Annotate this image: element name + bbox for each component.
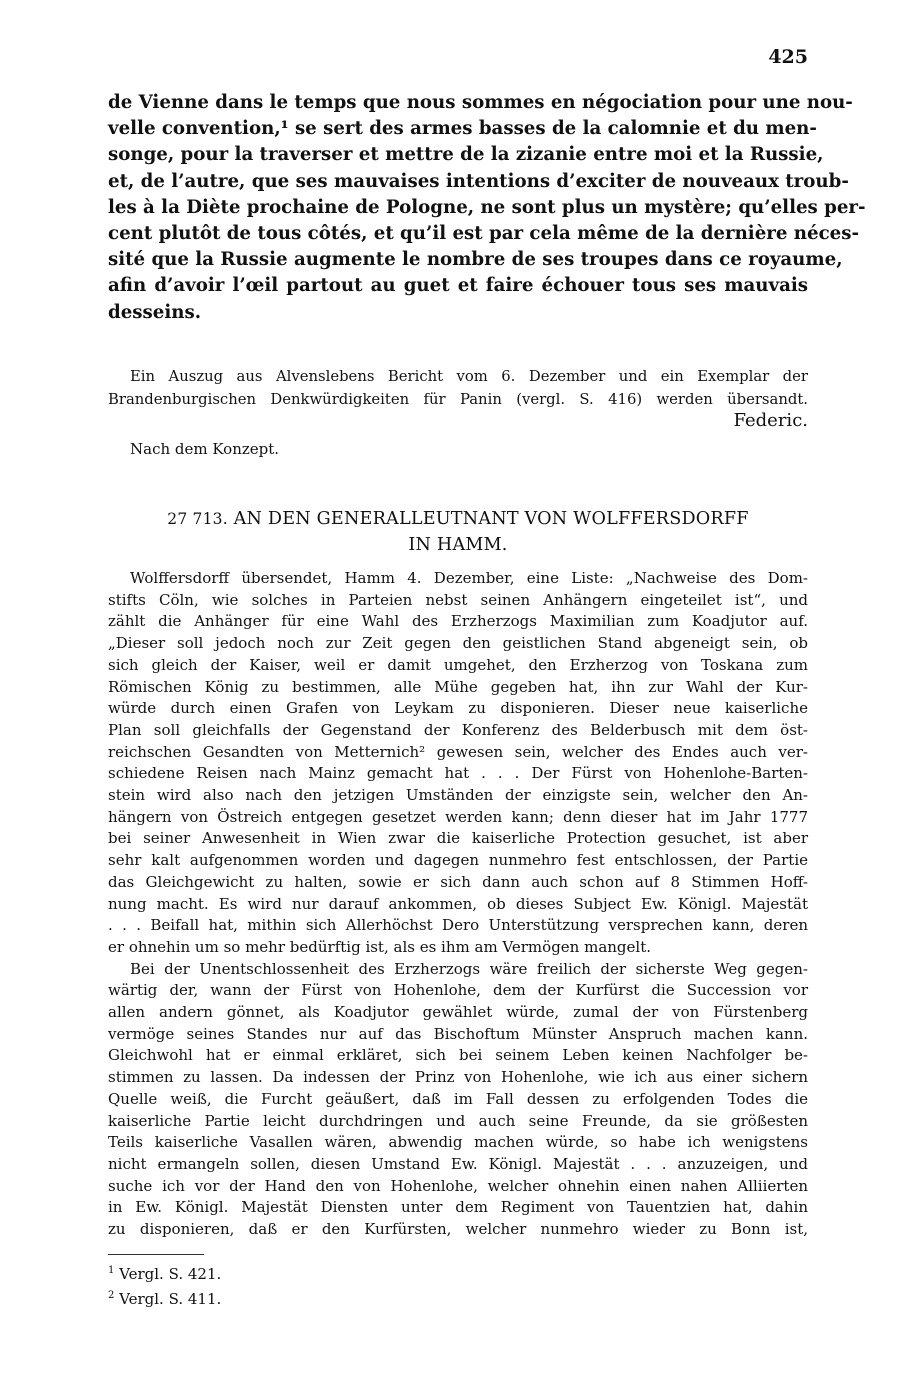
summary-line: suche ich vor der Hand den von Hohenlohe, welcher ohnehin einen nahen Alliierten: [108, 1176, 808, 1195]
summary-line: Gleichwohl hat er einmal erkläret, sich bei seinem Leben keinen Nachfolger be-: [108, 1046, 808, 1065]
letter-line: et, de l’autre, que ses mauvaises intentions d’exciter de nouveaux troub-: [108, 170, 849, 192]
summary-line: stimmen zu lassen. Da indessen der Prinz von Hohenlohe, wie ich aus einer sichern: [108, 1068, 808, 1087]
summary-line: „Dieser soll jedoch noch zur Zeit gegen den geistlichen Stand abgeneigt sein, ob: [108, 634, 808, 653]
heading-line-1: [108, 506, 808, 532]
summary-line: sehr kalt aufgenommen worden und dagegen nunmehro fest entschlossen, der Partie: [108, 851, 808, 870]
editorial-note: [108, 365, 808, 411]
summary-line: zu disponieren, daß er den Kurfürsten, welcher nunmehro wieder zu Bonn ist,: [108, 1220, 808, 1239]
summary-line: . . . Beifall hat, mithin sich Allerhöchst Dero Unterstützung versprechen kann, deren: [108, 916, 808, 935]
summary-line: Teils kaiserliche Vasallen wären, abwendig machen würde, so habe ich wenigstens: [108, 1133, 808, 1152]
footnote: [108, 1260, 221, 1285]
summary-line: stein wird also nach den jetzigen Umständen der einzigste sein, welcher den An-: [108, 786, 808, 805]
summary-line: nicht ermangeln sollen, diesen Umstand Ew. Königl. Majestät . . . anzuzeigen, und: [108, 1154, 808, 1173]
footnote-mark: 1: [108, 1265, 115, 1276]
signature: Federic.: [733, 410, 808, 431]
summary-line: vermöge seines Standes nur auf das Bischoftum Münster Anspruch machen kann.: [108, 1024, 808, 1043]
letter-line: velle convention,¹ se sert des armes basses de la calomnie et du men-: [108, 118, 817, 140]
summary-line: er ohnehin um so mehr bedürftig ist, als es ihm am Vermögen mangelt.: [108, 937, 651, 956]
summary-line: reichschen Gesandten von Metternich² gewesen sein, welcher des Endes auch ver-: [108, 742, 808, 761]
summary-line: Wolffersdorff übersendet, Hamm 4. Dezember, eine Liste: „Nachweise des Dom-: [130, 569, 808, 587]
summary-text: [108, 568, 808, 1241]
page-number: 425: [768, 46, 808, 68]
letter-line: sité que la Russie augmente le nombre de ses troupes dans ce royaume,: [108, 249, 843, 271]
summary-line: Römischen König zu bestimmen, alle Mühe gegeben hat, ihn zur Wahl der Kur-: [108, 677, 808, 696]
summary-line: allen andern gönnet, als Koadjutor gewählet würde, zumal der von Fürstenberg: [108, 1003, 808, 1022]
letter-line: desseins.: [108, 301, 202, 323]
letter-line: de Vienne dans le temps que nous sommes en négociation pour une nou-: [108, 92, 853, 113]
summary-line: Plan soll gleichfalls der Gegenstand der Konferenz des Belderbusch mit dem öst-: [108, 720, 808, 739]
footnote: [108, 1285, 221, 1310]
letter-text: [108, 90, 866, 326]
summary-line: hängern von Östreich entgegen gesetzet werden kann; denn dieser hat im Jahr 1777: [108, 807, 808, 826]
source-note: Nach dem Konzept.: [130, 440, 280, 458]
letter-line: afin d’avoir l’œil partout au guet et faire échouer tous ses mauvais: [108, 275, 808, 297]
heading-line-2: IN HAMM.: [408, 535, 508, 555]
section-heading: [108, 506, 808, 558]
letter-line: cent plutôt de tous côtés, et qu’il est par cela même de la dernière néces-: [108, 223, 859, 245]
summary-line: Quelle weiß, die Furcht geäußert, daß im Fall dessen zu erfolgenden Todes die: [108, 1089, 808, 1108]
note-line: Brandenburgischen Denkwürdigkeiten für Panin (vergl. S. 416) werden übersandt.: [108, 391, 808, 408]
summary-line: bei seiner Anwesenheit in Wien zwar die kaiserliche Protection gesuchet, ist aber: [108, 829, 808, 848]
footnote-text: Vergl. S. 411.: [119, 1290, 222, 1308]
footnote-divider: [108, 1254, 204, 1255]
summary-line: zählt die Anhänger für eine Wahl des Erzherzogs Maximilian zum Koadjutor auf.: [108, 612, 808, 631]
summary-line: nung macht. Es wird nur darauf ankommen, ob dieses Subject Ew. Königl. Majestät: [108, 894, 808, 913]
summary-line: stifts Cöln, wie solches in Parteien nebst seinen Anhängern eingeteilet ist“, und: [108, 590, 808, 609]
summary-line: würde durch einen Grafen von Leykam zu disponieren. Dieser neue kaiserliche: [108, 699, 808, 718]
document-number: 27 713.: [167, 510, 228, 528]
letter-line: les à la Diète prochaine de Pologne, ne sont plus un mystère; qu’elles per-: [108, 196, 866, 218]
summary-line: Bei der Unentschlossenheit des Erzherzogs wäre freilich der sicherste Weg gegen-: [130, 959, 808, 978]
heading-title: AN DEN GENERALLEUTNANT VON WOLFFERSDORFF: [233, 509, 749, 529]
letter-line: songe, pour la traverser et mettre de la zizanie entre moi et la Russie,: [108, 144, 824, 166]
note-line: Ein Auszug aus Alvenslebens Bericht vom 6. Dezember und ein Exemplar der: [130, 368, 808, 385]
footnote-mark: 2: [108, 1290, 115, 1301]
summary-line: kaiserliche Partie leicht durchdringen und auch seine Freunde, da sie größesten: [108, 1111, 808, 1130]
footnote-text: Vergl. S. 421.: [119, 1265, 222, 1283]
summary-line: sich gleich der Kaiser, weil er damit umgehet, den Erzherzog von Toskana zum: [108, 655, 808, 674]
summary-line: das Gleichgewicht zu halten, sowie er sich dann auch schon auf 8 Stimmen Hoff-: [108, 872, 808, 891]
summary-line: schiedene Reisen nach Mainz gemacht hat . . . Der Fürst von Hohenlohe-Barten-: [108, 764, 808, 783]
footnotes: [108, 1260, 221, 1310]
summary-line: in Ew. Königl. Majestät Diensten unter dem Regiment von Tauentzien hat, dahin: [108, 1198, 808, 1217]
summary-line: wärtig der, wann der Fürst von Hohenlohe, dem der Kurfürst die Succession vor: [108, 981, 808, 1000]
